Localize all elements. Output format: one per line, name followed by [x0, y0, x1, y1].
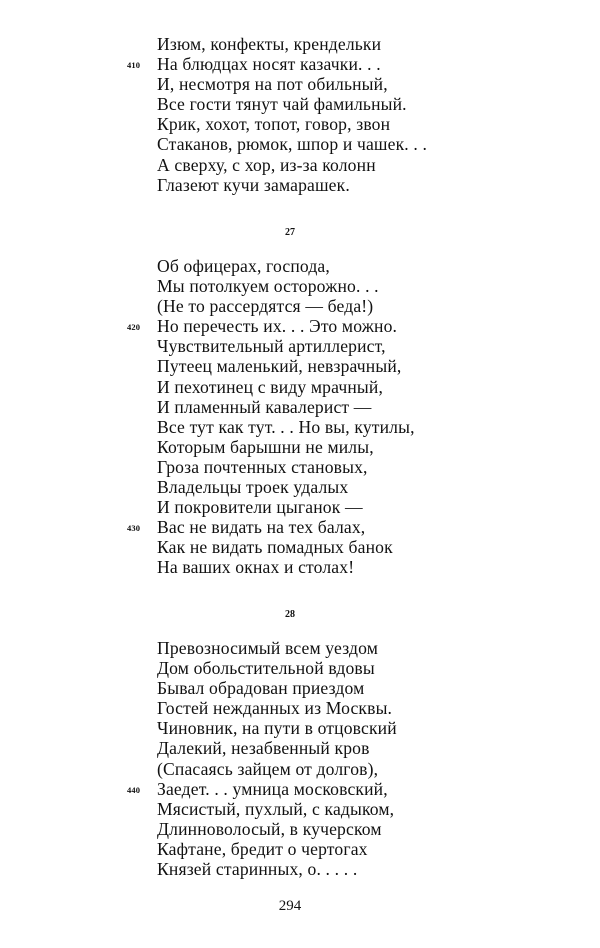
line-number: 430 [127, 523, 141, 534]
verse-text: На блюдцах носят казачки. . . [157, 54, 381, 75]
verse-text: Мясистый, пухлый, с кадыком, [157, 798, 395, 819]
verse-text: Превозносимый всем уездом [157, 638, 378, 658]
verse-text: Гостей нежданных из Москвы. [157, 698, 393, 719]
stanza-27 [127, 256, 415, 578]
verse-line [157, 437, 415, 457]
verse-line [157, 296, 415, 316]
verse-line [127, 517, 415, 538]
verse-text: Мы потолкуем осторожно. . . [157, 276, 379, 297]
verse-line [127, 54, 427, 75]
verse-line [157, 497, 415, 517]
verse-line [157, 276, 415, 296]
line-number: 420 [127, 322, 141, 333]
verse-line [157, 738, 397, 758]
verse-text: Крик, хохот, топот, говор, звон [157, 114, 391, 135]
verse-text: Чувствительный артиллерист, [157, 336, 386, 357]
verse-line [157, 638, 397, 658]
verse-text: И покровители цыганок — [157, 497, 363, 518]
verse-text: И пехотинец с виду мрачный, [157, 376, 383, 397]
verse-line [157, 839, 397, 859]
verse-text: И, несмотря на пот обильный, [157, 74, 388, 95]
verse-line [157, 94, 427, 114]
line-number: 410 [127, 60, 141, 71]
verse-line [157, 537, 415, 557]
verse-line [157, 34, 427, 54]
verse-line [157, 134, 427, 154]
verse-text: Гроза почтенных становых, [157, 456, 368, 477]
verse-text: Но перечесть их. . . Это можно. [157, 316, 398, 337]
verse-text: Дом обольстительной вдовы [157, 658, 375, 679]
verse-line [157, 698, 397, 718]
verse-text: А сверху, с хор, из-за колонн [157, 154, 376, 175]
verse-text: Чиновник, на пути в отцовский [157, 718, 397, 739]
verse-text: Заедет. . . умница московский, [157, 778, 388, 799]
line-number: 440 [127, 784, 141, 795]
page-number: 294 [278, 898, 302, 914]
verse-line [157, 74, 427, 94]
verse-text: Стаканов, рюмок, шпор и чашек. . . [157, 134, 428, 155]
verse-text: На ваших окнах и столах! [157, 557, 355, 578]
verse-line [157, 859, 397, 879]
verse-text: Все гости тянут чай фамильный. [157, 94, 407, 115]
verse-line [157, 114, 427, 134]
verse-line [157, 819, 397, 839]
verse-line [157, 678, 397, 698]
verse-text: Бывал обрадован приездом [157, 678, 365, 699]
verse-text: Путеец маленький, невзрачный, [157, 356, 402, 377]
verse-line [157, 417, 415, 437]
verse-line [157, 155, 427, 175]
verse-line [157, 457, 415, 477]
verse-line [157, 718, 397, 738]
verse-line [157, 799, 397, 819]
verse-line [157, 356, 415, 376]
verse-line [157, 377, 415, 397]
verse-text: Все тут как тут. . . Но вы, кутилы, [157, 416, 415, 437]
verse-text: Далекий, незабвенный кров [157, 738, 370, 759]
verse-line [127, 778, 397, 799]
verse-text: Князей старинных, о. . . . . [157, 859, 358, 880]
stanza-1 [127, 34, 428, 195]
verse-text: И пламенный кавалерист — [157, 396, 372, 417]
verse-line [157, 256, 415, 276]
verse-text: Вас не видать на тех балах, [157, 517, 366, 538]
verse-text: (Не то рассердятся — беда!) [157, 296, 374, 317]
verse-text: Изюм, конфекты, крендельки [157, 34, 382, 54]
stanza-number: 28 [285, 609, 295, 620]
verse-line [157, 397, 415, 417]
verse-line [157, 658, 397, 678]
verse-text: Как не видать помадных банок [157, 537, 393, 558]
stanza-number: 27 [285, 227, 295, 238]
verse-text: Глазеют кучи замарашек. [157, 174, 350, 195]
verse-text: Владельцы троек удалых [157, 477, 349, 498]
verse-text: Длинноволосый, в кучерском [157, 818, 382, 839]
verse-text: Которым барышни не милы, [157, 436, 374, 457]
verse-line [157, 175, 427, 195]
verse-text: Кафтане, бредит о чертогах [157, 838, 368, 859]
verse-line [157, 336, 415, 356]
stanza-28 [127, 638, 397, 880]
verse-line [127, 316, 415, 337]
verse-line [157, 759, 397, 779]
verse-text: Об офицерах, господа, [157, 256, 330, 276]
verse-line [157, 477, 415, 497]
verse-line [157, 557, 415, 577]
verse-text: (Спасаясь зайцем от долгов), [157, 758, 379, 779]
